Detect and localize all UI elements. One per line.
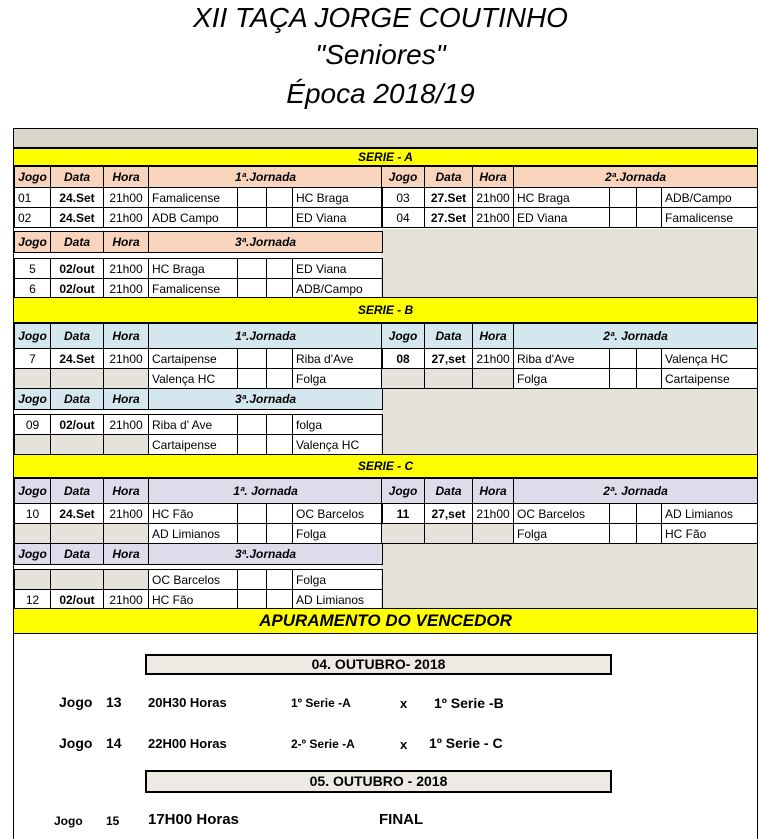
col-hora: Hora [104,544,149,565]
col-hora: Hora [473,479,514,504]
game-date: 02/out [51,590,104,610]
game-date: 27.Set [425,188,473,208]
away-team: Valença HC [662,349,758,369]
game-number: 04 [382,208,425,228]
game-number: 15 [106,814,120,828]
table-row [15,590,383,610]
serie-b-jornada-2 [381,323,757,389]
away-team: ADB/Campo [293,279,383,299]
serie-a-filler [381,229,757,297]
serie-b-header: SERIE - B [14,297,757,323]
away-team: ED Viana [293,208,383,228]
away-team: Folga [293,570,383,590]
serie-b-jornada-3 [14,388,382,455]
game-label: Jogo [59,735,93,751]
col-jogo: Jogo [382,167,425,188]
game-time: 21h00 [104,188,149,208]
table-row [382,504,758,524]
date-bar-2: 05. OUTUBRO - 2018 [145,770,612,793]
col-jogo: Jogo [15,167,51,188]
table-header [382,167,758,188]
table-header [15,479,383,504]
game-time: 20H30 Horas [148,695,227,710]
jornada-title: 3ª.Jornada [149,544,383,565]
home-team: Famalicense [149,188,238,208]
table-row [15,369,383,389]
fixture-sheet [13,128,758,839]
home-team: Cartaipense [149,349,238,369]
game-time: 21h00 [473,188,514,208]
serie-c-jornada-2 [381,478,757,544]
serie-c-jornada-1 [14,478,382,544]
serie-c-header: SERIE - C [14,454,757,478]
game-number: 12 [15,590,51,610]
col-hora: Hora [104,232,149,253]
game-time: 21h00 [473,349,514,369]
game-number: 11 [382,504,425,524]
home-team: Riba d'Ave [514,349,610,369]
table-row [15,435,383,455]
away-team: Riba d'Ave [293,349,383,369]
game-number: 03 [382,188,425,208]
game-time: 21h00 [104,208,149,228]
col-hora: Hora [473,167,514,188]
home-team: Folga [514,369,610,389]
col-data: Data [51,479,104,504]
table-row [15,570,383,590]
col-hora: Hora [104,479,149,504]
title-line-2: "Seniores" [315,39,446,70]
table-header [382,479,758,504]
serie-a-jornada-1 [14,166,382,228]
col-data: Data [51,324,104,349]
team-b: 1º Serie - C [429,735,503,751]
table-header [15,324,383,349]
table-row [15,524,383,544]
home-team: Famalicense [149,279,238,299]
game-date: 27.Set [425,208,473,228]
game-date: 24.Set [51,188,104,208]
game-time: 21h00 [104,590,149,610]
table-row [382,349,758,369]
game-date: 24.Set [51,349,104,369]
serie-a-header: SERIE - A [14,148,757,166]
away-team: OC Barcelos [293,504,383,524]
table-row [382,208,758,228]
serie-a-jornada-3 [14,231,382,299]
table-header [15,167,383,188]
game-number: 5 [15,259,51,279]
away-team: ADB/Campo [662,188,758,208]
table-row [15,349,383,369]
home-team: OC Barcelos [149,570,238,590]
game-number: 09 [15,415,51,435]
away-team: Folga [293,524,383,544]
jornada-title: 1ª. Jornada [149,479,383,504]
away-team: folga [293,415,383,435]
title-line-1: XII TAÇA JORGE COUTINHO [193,2,568,33]
home-team: ADB Campo [149,208,238,228]
col-jogo: Jogo [15,389,51,410]
col-data: Data [51,389,104,410]
home-team: HC Fão [149,504,238,524]
table-header [382,324,758,349]
away-team: AD Limianos [662,504,758,524]
home-team: ED Viana [514,208,610,228]
jornada-title: 1ª.Jornada [149,324,383,349]
col-hora: Hora [473,324,514,349]
title-line-3: Época 2018/19 [286,78,475,109]
game-label: Jogo [59,694,93,710]
game-number: 10 [15,504,51,524]
table-header [15,389,383,410]
col-jogo: Jogo [15,479,51,504]
home-team: OC Barcelos [514,504,610,524]
serie-a-jornada-2 [381,166,757,228]
home-team: HC Braga [149,259,238,279]
game-number: 14 [106,735,122,751]
game-time: 21h00 [473,208,514,228]
col-jogo: Jogo [382,324,425,349]
game-time: 21h00 [104,279,149,299]
top-band [14,129,757,148]
game-time: 17H00 Horas [148,811,239,828]
versus: x [400,737,408,752]
col-jogo: Jogo [382,479,425,504]
home-team: HC Fão [149,590,238,610]
home-team: Cartaipense [149,435,238,455]
away-team: HC Fão [662,524,758,544]
col-data: Data [425,479,473,504]
table-row [15,208,383,228]
away-team: AD Limianos [293,590,383,610]
col-data: Data [425,324,473,349]
game-number: 13 [106,694,122,710]
col-jogo: Jogo [15,544,51,565]
col-hora: Hora [104,389,149,410]
jornada-title: 2ª. Jornada [514,479,758,504]
final-label: FINAL [379,811,424,828]
home-team: Valença HC [149,369,238,389]
home-team: HC Braga [514,188,610,208]
game-date: 02/out [51,279,104,299]
home-team: Folga [514,524,610,544]
game-time: 21h00 [473,504,514,524]
game-time: 21h00 [104,259,149,279]
table-row [15,504,383,524]
table-row [15,259,383,279]
jornada-title: 3ª.Jornada [149,389,383,410]
game-time: 21h00 [104,504,149,524]
team-b: 1º Serie -B [434,695,504,711]
game-date: 02/out [51,415,104,435]
table-row [15,415,383,435]
serie-c-jornada-3 [14,543,382,610]
away-team: HC Braga [293,188,383,208]
col-hora: Hora [104,167,149,188]
jornada-title: 2ª. Jornada [514,324,758,349]
col-data: Data [425,167,473,188]
col-hora: Hora [104,324,149,349]
game-number: 6 [15,279,51,299]
game-number: 01 [15,188,51,208]
serie-c-filler [381,543,757,608]
game-date: 24.Set [51,504,104,524]
table-row [382,524,758,544]
team-a: 2-º Serie -A [291,737,355,751]
date-bar-1: 04. OUTUBRO- 2018 [145,654,612,675]
jornada-title: 3ª.Jornada [149,232,383,253]
away-team: Folga [293,369,383,389]
game-time: 22H00 Horas [148,736,227,751]
team-a: 1º Serie -A [291,696,351,710]
table-row [382,188,758,208]
game-number: 7 [15,349,51,369]
away-team: Valença HC [293,435,383,455]
col-jogo: Jogo [15,232,51,253]
col-data: Data [51,232,104,253]
away-team: ED Viana [293,259,383,279]
col-jogo: Jogo [15,324,51,349]
jornada-title: 2ª.Jornada [514,167,758,188]
home-team: Riba d' Ave [149,415,238,435]
col-data: Data [51,544,104,565]
game-date: 27,set [425,504,473,524]
jornada-title: 1ª.Jornada [149,167,383,188]
final-stage-banner: APURAMENTO DO VENCEDOR [14,608,757,634]
game-date: 02/out [51,259,104,279]
col-data: Data [51,167,104,188]
home-team: AD Limianos [149,524,238,544]
serie-b-jornada-1 [14,323,382,389]
game-label: Jogo [54,814,83,828]
game-time: 21h00 [104,415,149,435]
game-date: 27,set [425,349,473,369]
table-row [382,369,758,389]
table-header [15,544,383,565]
away-team: Famalicense [662,208,758,228]
game-time: 21h00 [104,349,149,369]
table-header [15,232,383,253]
serie-b-filler [381,388,757,454]
versus: x [400,696,408,711]
away-team: Cartaipense [662,369,758,389]
game-date: 24.Set [51,208,104,228]
table-row [15,188,383,208]
game-number: 08 [382,349,425,369]
table-row [15,279,383,299]
game-number: 02 [15,208,51,228]
